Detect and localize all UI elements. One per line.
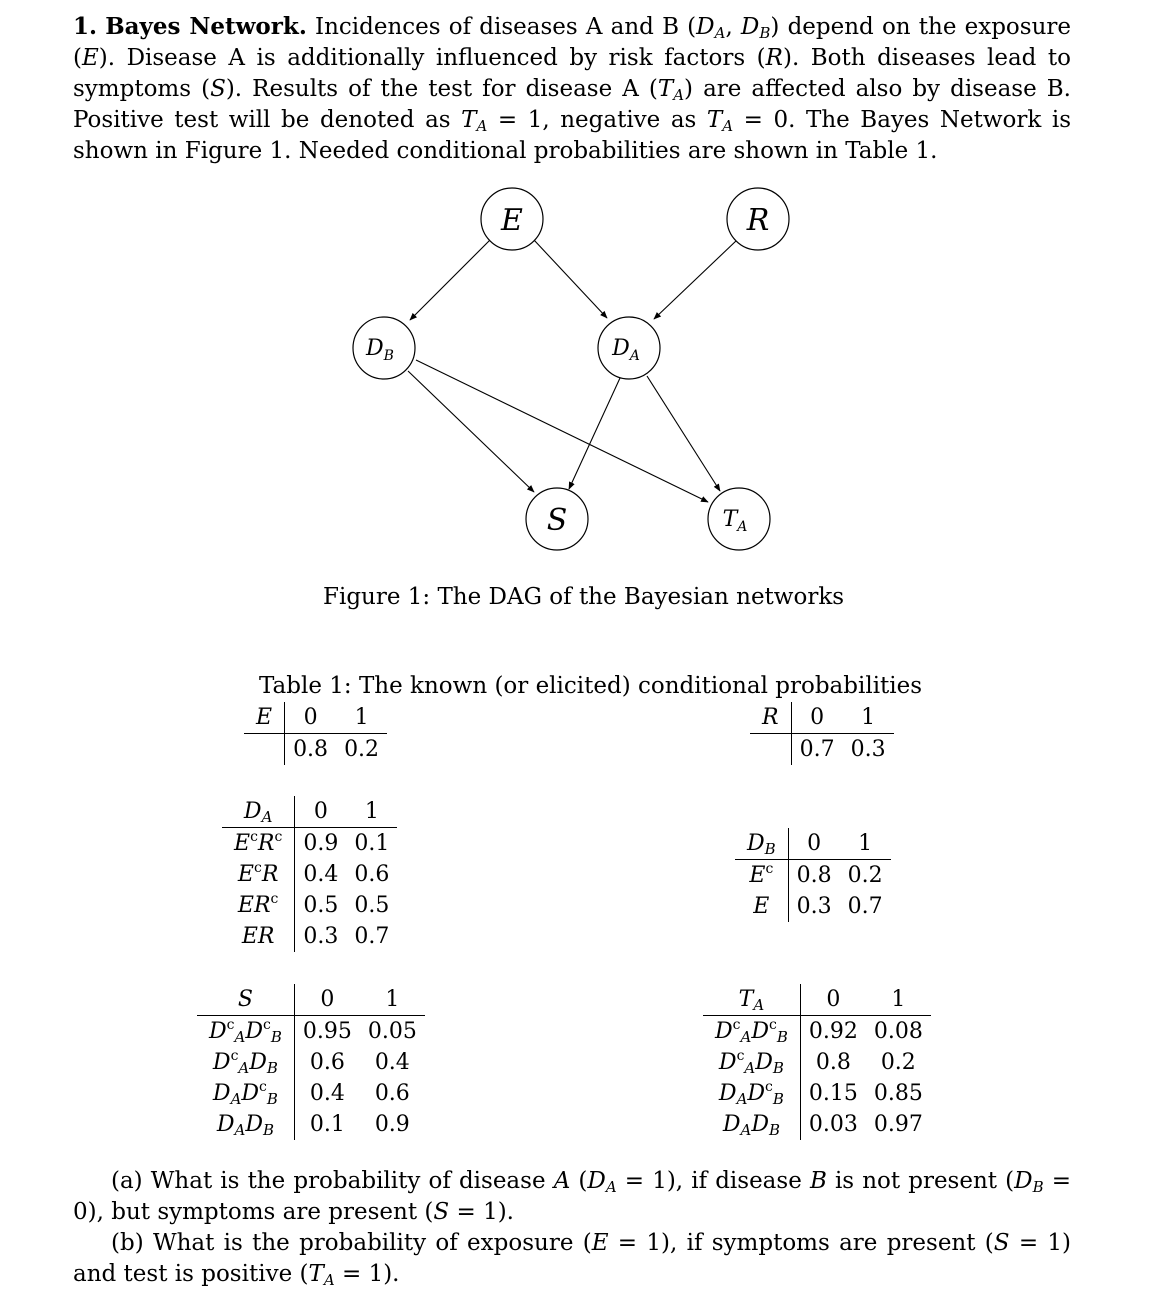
col-header: 0 [788,828,840,860]
col-header: 1 [866,984,931,1016]
table-row: $D_AD^c_B$ 0.4 0.6 [197,1078,425,1109]
question-text: , if disease [675,1168,802,1194]
col-header: 0 [791,702,843,734]
prob-cell: 0.7 [354,924,390,949]
prob-cell: 0.7 [799,737,835,762]
table-s-var: S [197,984,294,1016]
col-header: 1 [840,828,891,860]
question-a-label: (a) [111,1168,143,1194]
col-header: 1 [360,984,425,1016]
question-a: (a) What is the probability of disease A $(D_A = 1)$, if disease B is not present $(D_B = 0)$, but symptoms are present (S = 1). [73,1168,1071,1225]
question-text: but symptoms are present [111,1199,418,1225]
question-text: and test is positive [73,1261,293,1287]
prob-cell: 0.4 [374,1050,410,1075]
prob-cell: 0.3 [850,737,886,762]
question-text: What is the probability of disease [150,1168,546,1194]
col-header: 0 [285,702,337,734]
edge-da-s [569,378,620,489]
table-row: E 0.3 0.7 [735,891,891,922]
table-row: $D^c_AD_B$ 0.8 0.2 [703,1047,931,1078]
table-r-var: R [750,702,791,734]
prob-cell: 0.15 [808,1081,858,1106]
table-e [244,702,387,765]
col-header: 0 [294,984,359,1016]
prob-cell: 0.92 [808,1019,858,1044]
prob-cell: 0.05 [367,1019,417,1044]
table-row: $E^c$ 0.8 0.2 [735,860,891,892]
table-r [750,702,894,765]
table-row: $D_AD_B$ 0.03 0.97 [703,1109,931,1140]
problem-text: depend on the exposure [787,14,1071,40]
table-row [244,734,387,766]
col-header: 1 [346,796,397,828]
edge-e-da [534,240,607,318]
table-row: $D_AD^c_B$ 0.15 0.85 [703,1078,931,1109]
figure-caption: Figure 1: The DAG of the Bayesian networks [323,584,845,610]
problem-text: The Bayes Network is shown in Figure 1. Needed conditional probabilities are shown in Table 1. [73,107,1072,164]
col-header: 1 [843,702,894,734]
question-b-label: (b) [111,1230,144,1256]
table-row: $D^c_AD^c_B$ 0.95 0.05 [197,1016,425,1048]
prob-cell: 0.8 [293,737,329,762]
col-header: 0 [295,796,347,828]
node-s-label: S [546,503,568,538]
problem-text: Incidences of diseases A and B [315,14,679,40]
prob-cell: 0.97 [873,1112,923,1137]
edge-e-db [410,240,490,320]
bayes-network-dag [0,0,1164,600]
table-da-var: $D_A$ [222,796,295,828]
table-e-var: E [244,702,285,734]
node-e-label: E [501,203,523,238]
problem-text: Both diseases lead to symptoms [73,45,1071,102]
prob-cell: 0.03 [808,1112,858,1137]
table-s [197,984,425,1140]
problem-text: Results of the test for disease A [252,76,639,102]
question-text: , if symptoms are present [669,1230,976,1256]
edge-da-ta [647,376,720,491]
prob-cell: 0.85 [873,1081,923,1106]
table-row: $ER^c$ 0.5 0.5 [222,890,397,921]
node-db-label: $D_B$ [366,336,394,364]
table-row: $E^cR$ 0.4 0.6 [222,859,397,890]
table-row: $D_AD_B$ 0.1 0.9 [197,1109,425,1140]
node-ta-label: $T_A$ [722,507,748,535]
table-caption: Table 1: The known (or elicited) conditional probabilities [259,673,923,699]
question-text: is not present [834,1168,998,1194]
edge-r-da [654,240,737,319]
table-da [222,796,397,952]
prob-cell: 0.1 [354,831,390,856]
question-b: (b) What is the probability of exposure (E = 1), if symptoms are present (S = 1) and test is positive $(T_A = 1)$. [73,1230,1072,1289]
problem-text: Disease A is additionally influenced by risk factors [126,45,746,71]
prob-cell: 0.08 [873,1019,923,1044]
problem-text: negative as [560,107,697,133]
question-text: What is the probability of exposure [152,1230,574,1256]
prob-cell: 0.2 [847,863,883,888]
prob-cell: 0.95 [302,1019,352,1044]
prob-cell: 0.3 [796,894,832,919]
prob-cell: 0.4 [309,1081,345,1106]
prob-cell: 0.3 [303,924,339,949]
prob-cell: 0.1 [309,1112,345,1137]
prob-cell: 0.7 [847,894,883,919]
prob-cell: 0.9 [374,1112,410,1137]
prob-cell: 0.9 [303,831,339,856]
prob-cell: 0.2 [344,737,380,762]
problem-statement: 1. Bayes Network. Incidences of diseases A and B ($D_A$, $D_B$) depend on the exposure (E). Disease A is additionally influenced by risk factors (R). Both diseases lead to symptoms (S). Results of the test for disease A $(T_A)$ are affected also by disease B. Positive test will be denoted as $T_A = 1$, negative as $T_A = 0$. The Bayes Network is shown in Figure 1. Needed conditional probabilities are shown in Table 1. [73,13,1072,164]
prob-cell: 0.6 [309,1050,345,1075]
table-row: $D^c_AD^c_B$ 0.92 0.08 [703,1016,931,1048]
prob-cell: 0.6 [354,862,390,887]
problem-title: Bayes Network. [105,13,307,40]
prob-cell: 0.5 [354,893,390,918]
problem-text: are affected also by disease B. Positive test will be denoted as [73,76,1071,133]
prob-cell: 0.4 [303,862,339,887]
prob-cell: 0.8 [815,1050,851,1075]
edge-db-s [408,371,534,492]
prob-cell: 0.6 [374,1081,410,1106]
col-header: 0 [800,984,865,1016]
table-ta-var: $T_A$ [703,984,800,1016]
table-row: ER 0.3 0.7 [222,921,397,952]
prob-cell: 0.8 [796,863,832,888]
node-r-label: R [746,203,770,238]
table-db [735,828,891,922]
table-row: $D^c_AD_B$ 0.6 0.4 [197,1047,425,1078]
prob-cell: 0.2 [880,1050,916,1075]
prob-cell: 0.5 [303,893,339,918]
table-row [750,734,894,766]
table-ta [703,984,931,1140]
table-db-var: $D_B$ [735,828,788,860]
table-row: $E^cR^c$ 0.9 0.1 [222,828,397,860]
col-header: 1 [336,702,387,734]
edge-db-ta [416,360,708,502]
node-da-label: $D_A$ [612,336,640,364]
problem-number: 1. [73,13,98,40]
